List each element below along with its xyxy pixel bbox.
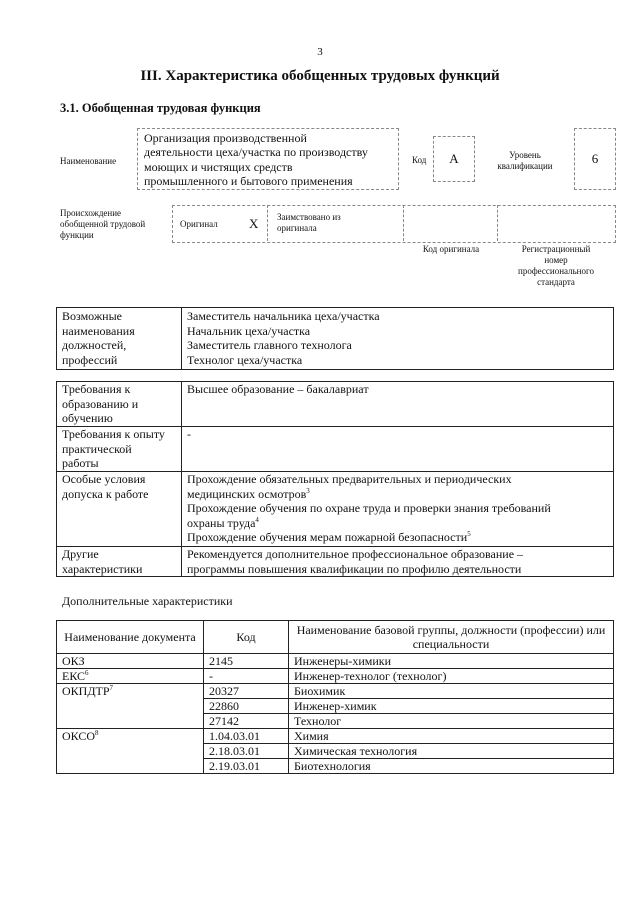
position-item: Заместитель главного технолога [187, 338, 352, 353]
doc-name: ОКСО [62, 729, 96, 743]
subsection-title: 3.1. Обобщенная трудовая функция [60, 101, 261, 115]
positions-table [56, 307, 614, 370]
function-name-line: Организация производственной [144, 131, 307, 145]
condition-text: медицинских осмотров [187, 486, 307, 501]
conditions-label-line: Особые условия [62, 472, 146, 486]
name-cell: Биотехнология [289, 759, 614, 774]
col-header-doc: Наименование документа [57, 621, 204, 654]
other-line: программы повышения квалификации по профилю деятельности [187, 561, 522, 576]
table-row [57, 654, 614, 669]
requirements-table [56, 381, 614, 577]
condition-line: Прохождение обучения по охране труда и проверки знания требований [187, 501, 551, 516]
conditions-label-line: допуска к работе [62, 486, 149, 501]
code-cell: - [204, 669, 289, 684]
code-cell: 2.19.03.01 [204, 759, 289, 774]
education-label-line: образованию и [62, 396, 139, 411]
section-title: III. Характеристика обобщенных трудовых функций [140, 68, 500, 84]
condition-line: Прохождение обязательных предварительных и периодических [187, 472, 512, 486]
page-number: 3 [317, 46, 323, 58]
footnote-ref: 8 [95, 729, 99, 737]
condition-text: охраны труда [187, 515, 256, 530]
additional-table [56, 620, 614, 774]
borrowed-label-line: оригинала [277, 223, 317, 233]
borrowed-label-line: Заимствовано из [277, 212, 341, 222]
borrowed-label [277, 212, 341, 234]
other-label-line: Другие [62, 547, 99, 561]
code-label: Код [412, 155, 427, 165]
origin-divider [497, 205, 498, 241]
doc-name: ОКПДТР [62, 684, 110, 698]
name-cell: Инженер-технолог (технолог) [289, 669, 614, 684]
reg-number-line: стандарта [537, 277, 575, 287]
experience-label [57, 427, 182, 472]
table-row [57, 669, 614, 684]
additional-title: Дополнительные характеристики [62, 594, 233, 608]
education-label [57, 382, 182, 427]
doc-cell [57, 654, 204, 669]
position-item: Заместитель начальника цеха/участка [187, 309, 380, 323]
level-label [480, 150, 570, 172]
code-original-caption: Код оригинала [422, 244, 480, 254]
experience-label-line: практической [62, 441, 132, 456]
level-label-line: квалификации [497, 161, 553, 171]
footnote-ref: 7 [109, 684, 114, 692]
education-label-line: обучению [62, 411, 113, 426]
footnote-ref: 5 [467, 530, 471, 539]
table-row [57, 684, 614, 699]
col-header-name: Наименование базовой группы, должности (профессии) или специальности [289, 621, 614, 654]
condition-line [187, 530, 608, 545]
doc-cell [57, 729, 204, 774]
positions-label [57, 308, 182, 370]
name-cell: Биохимик [289, 684, 614, 699]
conditions-values [182, 472, 614, 547]
origin-label-line: обобщенной трудовой [60, 219, 146, 229]
code-box [433, 136, 475, 182]
level-value: 6 [591, 151, 599, 166]
level-label-line: Уровень [509, 150, 541, 160]
education-label-line: Требования к [62, 382, 131, 396]
name-label: Наименование [60, 156, 117, 166]
function-name-line: промышленного и бытового применения [144, 174, 353, 189]
positions-label-line: должностей, [62, 338, 127, 353]
origin-label-line: функции [60, 230, 94, 240]
condition-line [187, 516, 608, 531]
education-value: Высшее образование – бакалавриат [182, 382, 614, 427]
positions-label-line: профессий [62, 352, 118, 367]
level-box [574, 128, 616, 190]
other-line: Рекомендуется дополнительное профессиональное образование – [187, 547, 524, 561]
other-label-line: характеристики [62, 561, 143, 576]
reg-number-caption [499, 244, 613, 288]
origin-divider [267, 205, 268, 241]
condition-text: Прохождение обучения мерам пожарной безопасности [187, 530, 468, 545]
other-values [182, 547, 614, 577]
origin-label [60, 208, 145, 241]
code-value: А [449, 151, 459, 166]
code-cell: 27142 [204, 714, 289, 729]
doc-cell [57, 669, 204, 684]
footnote-ref: 3 [306, 486, 310, 495]
code-cell: 22860 [204, 699, 289, 714]
code-cell: 2145 [204, 654, 289, 669]
experience-label-line: Требования к опыту [62, 427, 165, 441]
table-row [57, 729, 614, 744]
other-label [57, 547, 182, 577]
condition-line [187, 487, 608, 502]
origin-box [172, 205, 616, 243]
function-name-line: моющих и чистящих средств [144, 159, 293, 174]
origin-label-line: Происхождение [60, 208, 122, 218]
positions-label-line: наименования [62, 323, 135, 338]
positions-values [182, 308, 614, 370]
col-header-code: Код [204, 621, 289, 654]
experience-label-line: работы [62, 456, 99, 471]
reg-number-line: профессионального [518, 266, 594, 276]
code-cell: 20327 [204, 684, 289, 699]
reg-number-line: Регистрационный [521, 244, 591, 254]
name-cell: Химия [289, 729, 614, 744]
code-cell: 2.18.03.01 [204, 744, 289, 759]
original-label: Оригинал [180, 219, 218, 229]
name-cell: Инженеры-химики [289, 654, 614, 669]
doc-name: ОКЗ [62, 654, 85, 668]
doc-cell [57, 684, 204, 729]
positions-label-line: Возможные [62, 309, 122, 323]
function-name-line: деятельности цеха/участка по производству [144, 145, 368, 160]
footnote-ref: 4 [255, 515, 259, 524]
name-cell: Химическая технология [289, 744, 614, 759]
conditions-label [57, 472, 182, 547]
footnote-ref: 6 [85, 669, 89, 677]
function-name-box [137, 128, 399, 190]
position-item: Технолог цеха/участка [187, 352, 303, 367]
experience-value: - [182, 427, 614, 472]
name-cell: Технолог [289, 714, 614, 729]
name-cell: Инженер-химик [289, 699, 614, 714]
position-item: Начальник цеха/участка [187, 323, 311, 338]
reg-number-line: номер [544, 255, 568, 265]
origin-divider [403, 205, 404, 241]
original-mark: Х [249, 216, 259, 231]
code-cell: 1.04.03.01 [204, 729, 289, 744]
doc-name: ЕКС [62, 669, 86, 683]
